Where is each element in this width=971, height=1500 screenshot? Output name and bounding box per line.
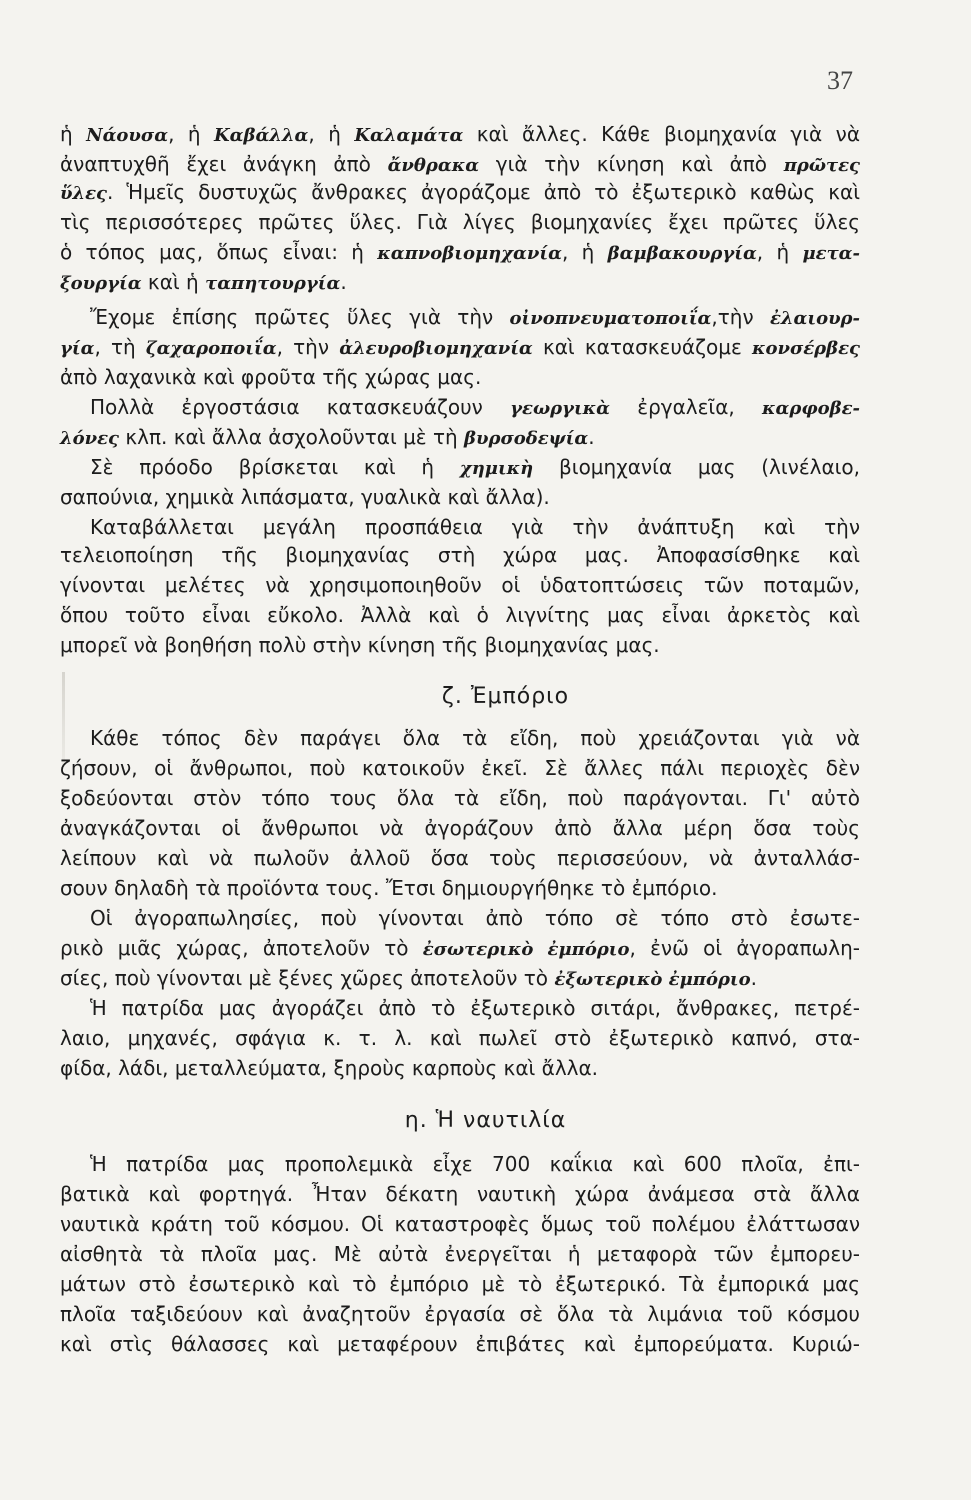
emphasized-term: βυρσοδεψία (464, 428, 589, 449)
text-line: τελειοποίηση τῆς βιομηχανίας στὴ χώρα μας. Ἀποφασίσθηκε καὶ (60, 543, 860, 567)
text-line: ὅπου τοῦτο εἶναι εὔκολο. Ἀλλὰ καὶ ὁ λιγνίτης μας εἶναι ἀρκετὸς καὶ (60, 603, 860, 627)
emphasized-term: ἐξωτερικὸ ἐμπόριο (554, 969, 751, 990)
text-line: Πολλὰ ἐργοστάσια κατασκευάζουν γεωργικὰ ἐργαλεῖα, καρφοβε- (90, 395, 860, 419)
text-line: ρικὸ μιᾶς χώρας, ἀποτελοῦν τὸ ἐσωτερικὸ ἐμπόριο, ἐνῶ οἱ ἀγοραπωλη- (60, 936, 860, 960)
text-line: μπορεῖ νὰ βοηθήση πολὺ στὴν κίνηση τῆς βιομηχανίας μας. (60, 633, 660, 657)
text-line: ἀπὸ λαχανικὰ καὶ φροῦτα τῆς χώρας μας. (60, 365, 482, 389)
text-line: Καταβάλλεται μεγάλη προσπάθεια γιὰ τὴν ἀνάπτυξη καὶ τὴν (90, 515, 860, 539)
emphasized-term: οἰνοπνευματοποιΐα (509, 308, 712, 329)
text-line: γίνονται μελέτες νὰ χρησιμοποιηθοῦν οἱ ὑδατοπτώσεις τῶν ποταμῶν, (60, 573, 860, 597)
text-line: Ἡ πατρίδα μας προπολεμικὰ εἶχε 700 καΐκια καὶ 600 πλοῖα, ἐπι- (90, 1152, 860, 1176)
emphasized-term: χημικὴ (459, 458, 534, 479)
text-line: ζήσουν, οἱ ἄνθρωποι, ποὺ κατοικοῦν ἐκεῖ. Σὲ ἄλλες πάλι περιοχὲς δὲν (60, 756, 860, 780)
emphasized-term: ταπητουργία (205, 273, 341, 294)
emphasized-term: ὕλες (60, 183, 108, 204)
emphasized-term: ἐσωτερικὸ ἐμπόριο (422, 939, 630, 960)
text-line: ἀναπτυχθῆ ἔχει ἀνάγκη ἀπὸ ἄνθρακα γιὰ τὴν κίνηση καὶ ἀπὸ πρῶτες (60, 152, 861, 176)
emphasized-term: βαμβακουργία (607, 243, 757, 264)
emphasized-term: ἐλαιουρ- (769, 308, 860, 329)
text-line: Οἱ ἀγοραπωλησίες, ποὺ γίνονται ἀπὸ τόπο σὲ τόπο στὸ ἐσωτε- (90, 906, 860, 930)
text-line: τὶς περισσότερες πρῶτες ὕλες. Γιὰ λίγες βιομηχανίες ἔχει πρῶτες ὕλες (60, 210, 860, 234)
emphasized-term: καπνοβιομηχανία (377, 243, 562, 264)
text-line: ξουργία καὶ ἡ ταπητουργία. (60, 270, 347, 294)
emphasized-term: ἄνθρακα (387, 155, 480, 176)
emphasized-term: ἀλευροβιομηχανία (339, 338, 533, 359)
page-number: 37 (827, 66, 853, 95)
emphasized-term: γεωργικὰ (510, 398, 610, 419)
text-line: βατικὰ καὶ φορτηγά. Ἦταν δέκατη ναυτικὴ χώρα ἀνάμεσα στὰ ἄλλα (60, 1182, 860, 1206)
text-line: Κάθε τόπος δὲν παράγει ὅλα τὰ εἴδη, ποὺ χρειάζονται γιὰ νὰ (90, 726, 860, 750)
text-line: ὁ τόπος μας, ὅπως εἶναι: ἡ καπνοβιομηχανία, ἡ βαμβακουργία, ἡ μετα- (60, 240, 861, 264)
text-line: φίδα, λάδι, μεταλλεύματα, ξηροὺς καρποὺς καὶ ἄλλα. (60, 1056, 599, 1080)
text-line: ναυτικὰ κράτη τοῦ κόσμου. Οἱ καταστροφὲς ὅμως τοῦ πολέμου ἐλάττωσαν (60, 1212, 860, 1236)
section-heading-shipping: η. Ἡ ναυτιλία (404, 1108, 567, 1133)
text-line: λόνες κλπ. καὶ ἄλλα ἀσχολοῦνται μὲ τὴ βυρσοδεψία. (60, 425, 595, 449)
text-line: Ἡ πατρίδα μας ἀγοράζει ἀπὸ τὸ ἐξωτερικὸ σιτάρι, ἄνθρακες, πετρέ- (90, 996, 860, 1020)
text-line: ὕλες. Ἡμεῖς δυστυχῶς ἄνθρακες ἀγοράζομε ἀπὸ τὸ ἐξωτερικὸ καθὼς καὶ (60, 180, 860, 204)
text-line: ἀναγκάζονται οἱ ἄνθρωποι νὰ ἀγοράζουν ἀπὸ ἄλλα μέρη ὅσα τοὺς (60, 816, 860, 840)
emphasized-term: κονσέρβες (751, 338, 860, 359)
text-line: σίες, ποὺ γίνονται μὲ ξένες χῶρες ἀποτελοῦν τὸ ἐξωτερικὸ ἐμπόριο. (60, 966, 757, 990)
emphasized-term: Καλαμάτα (354, 125, 464, 146)
text-line: αἰσθητὰ τὰ πλοῖα μας. Μὲ αὐτὰ ἐνεργεῖται ἡ μεταφορὰ τῶν ἐμπορευ- (60, 1242, 860, 1266)
emphasized-term: γία (60, 338, 95, 359)
emphasized-term: μετα- (802, 243, 861, 264)
text-line: καὶ στὶς θάλασσες καὶ μεταφέρουν ἐπιβάτες καὶ ἐμπορεύματα. Κυριώ- (60, 1332, 860, 1356)
emphasized-term: Νάουσα (86, 125, 169, 146)
emphasized-term: ξουργία (60, 273, 142, 294)
text-line: λείπουν καὶ νὰ πωλοῦν ἀλλοῦ ὅσα τοὺς περισσεύουν, νὰ ἀνταλλάσ- (60, 846, 860, 870)
emphasized-term: πρῶτες (783, 155, 861, 176)
text-line: σουν δηλαδὴ τὰ προϊόντα τους. Ἔτσι δημιουργήθηκε τὸ ἐμπόριο. (60, 876, 718, 900)
emphasized-term: ζαχαροποιΐα (145, 338, 277, 359)
text-line: Σὲ πρόοδο βρίσκεται καὶ ἡ χημικὴ βιομηχανία μας (λινέλαιο, (90, 455, 861, 479)
emphasized-term: καρφοβε- (762, 398, 860, 419)
text-line: γία, τὴ ζαχαροποιΐα, τὴν ἀλευροβιομηχανία καὶ κατασκευάζομε κονσέρβες (60, 335, 860, 359)
text-line: σαπούνια, χημικὰ λιπάσματα, γυαλικὰ καὶ ἄλλα). (60, 485, 550, 509)
text-line: ξοδεύονται στὸν τόπο τους ὅλα τὰ εἴδη, ποὺ παράγονται. Γι' αὐτὸ (60, 786, 860, 810)
text-line: Ἔχομε ἐπίσης πρῶτες ὕλες γιὰ τὴν οἰνοπνευματοποιΐα,τὴν ἐλαιουρ- (90, 305, 860, 329)
text-line: μάτων στὸ ἐσωτερικὸ καὶ τὸ ἐμπόριο μὲ τὸ ἐξωτερικό. Τὰ ἐμπορικά μας (60, 1272, 860, 1296)
text-line: ἡ Νάουσα, ἡ Καβάλλα, ἡ Καλαμάτα καὶ ἄλλες. Κάθε βιομηχανία γιὰ νὰ (60, 122, 861, 146)
emphasized-term: λόνες (60, 428, 120, 449)
section-heading-commerce: ζ. Ἐμπόριο (441, 684, 570, 709)
text-line: πλοῖα ταξιδεύουν καὶ ἀναζητοῦν ἐργασία σὲ ὅλα τὰ λιμάνια τοῦ κόσμου (60, 1302, 860, 1326)
emphasized-term: Καβάλλα (214, 125, 309, 146)
text-line: λαιο, μηχανές, σφάγια κ. τ. λ. καὶ πωλεῖ στὸ ἐξωτερικὸ καπνό, στα- (60, 1026, 860, 1050)
